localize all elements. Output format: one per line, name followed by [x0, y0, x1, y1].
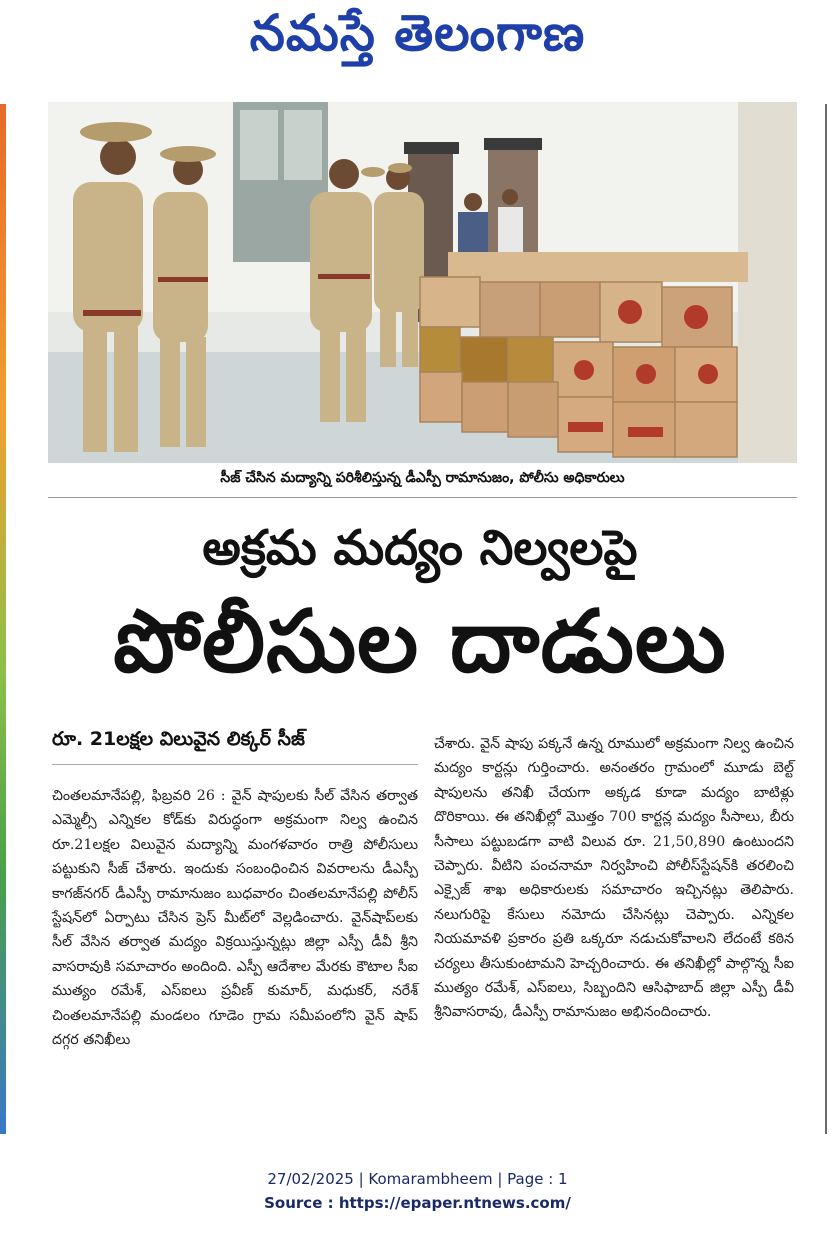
article-column-right: చేశారు. వైన్ షాపు పక్కనే ఉన్న రూములో అక్రమంగా నిల్వ ఉంచిన మద్యం కార్టన్లు గుర్తించారు. అనంతరం గ్రామంలో మూడు బెల్ట్ షాపులను తనిఖీ చేయగా అక్కడ కూడా మద్యం బాటిళ్లు దొరికాయి. ఈ తనిఖీల్లో మొత్తం 700 కార్టన్ల మద్యం సీసాలు, బీరు సీసాలు పట్టుబడగా వాటి విలువ రూ. 21,50,890 ఉంటుందని చెప్పారు. వీటిని పంచనామా నిర్వహించి పోలీస్‌స్టేషన్‌కి తరలించి ఎక్సైజ్ శాఖ అధికారులకు సమాచారం ఇచ్చినట్లు తెలిపారు. నలుగురిపై కేసులు నమోదు చేసినట్లు చెప్పారు. ఎన్నికల నియమావళి ప్రకారం ప్రతి ఒక్కరూ నడుచుకోవాలని లేదంటే కఠిన చర్యలు తీసుకుంటామని హెచ్చరించారు. ఈ తనిఖీల్లో పాల్గొన్న సీఐ ముత్యం రమేశ్, ఎస్ఐలు, సిబ్బందిని ఆసిఫాబాద్ జిల్లా ఎస్పీ డీవీ శ్రీనివాసరావు, డీఎస్పీ రామానుజం అభినందించారు. [434, 736, 794, 1021]
police-inspecting-liquor-photo [48, 102, 797, 463]
headline-line-1: అక్రమ మద్యం నిల్వలపై [202, 520, 638, 576]
subheadline: రూ. 21లక్షల విలువైన లిక్కర్ సీజ్ [52, 728, 305, 750]
right-page-edge [825, 104, 827, 1134]
article-column-left: చింతలమానేపల్లి, ఫిబ్రవరి 26 : వైన్ షాపులకు సీల్ వేసిన తర్వాత ఎమ్మెల్సీ ఎన్నికల కోడ్‌కు విరుద్ధంగా అక్రమంగా నిల్వ ఉంచిన రూ.21లక్షల విలువైన మద్యాన్ని మంగళవారం రాత్రి పోలీసులు పట్టుకుని సీజ్ చేశారు. ఇందుకు సంబంధించిన వివరాలను డీఎస్పీ కాగజ్‌నగర్ డీఎస్పీ రామానుజం బుధవారం చింతలమానేపల్లి పోలీస్ స్టేషన్‌లో ఏర్పాటు చేసిన ప్రెస్ మీట్‌లో వెల్లడించారు. వైన్‌షాప్‌లకు సీల్ వేసిన తర్వాత మద్యం విక్రయిస్తున్నట్లు జిల్లా ఎస్పీ డీవీ శ్రీని వాసరావుకి సమాచారం అందింది. ఎస్పీ ఆదేశాల మేరకు కౌటాల సీఐ ముత్యం రమేశ్, ఎస్ఐలు ప్రవీణ్ కుమార్, మధుకర్, నరేశ్ చింతలమానేపల్లి మండలం గూడెం గ్రామ సమీపంలోని వైన్ షాప్ దగ్గర తనిఖీలు [52, 788, 418, 1049]
news-photo [48, 102, 797, 463]
newspaper-masthead: నమస్తే తెలంగాణ [249, 4, 586, 62]
photo-caption: సీజ్ చేసిన మద్యాన్ని పరిశీలిస్తున్న డీఎస్పీ రామానుజం, పోలీసు అధికారులు [220, 470, 625, 486]
footer-date-edition: 27/02/2025 | Komarambheem | Page : 1 [267, 1170, 568, 1188]
subheadline-divider [52, 764, 418, 765]
footer-source: Source : https://epaper.ntnews.com/ [264, 1194, 571, 1212]
headline-line-2: పోలీసుల దాడులు [113, 592, 727, 692]
caption-divider [48, 497, 797, 498]
left-page-edge [0, 104, 6, 1134]
